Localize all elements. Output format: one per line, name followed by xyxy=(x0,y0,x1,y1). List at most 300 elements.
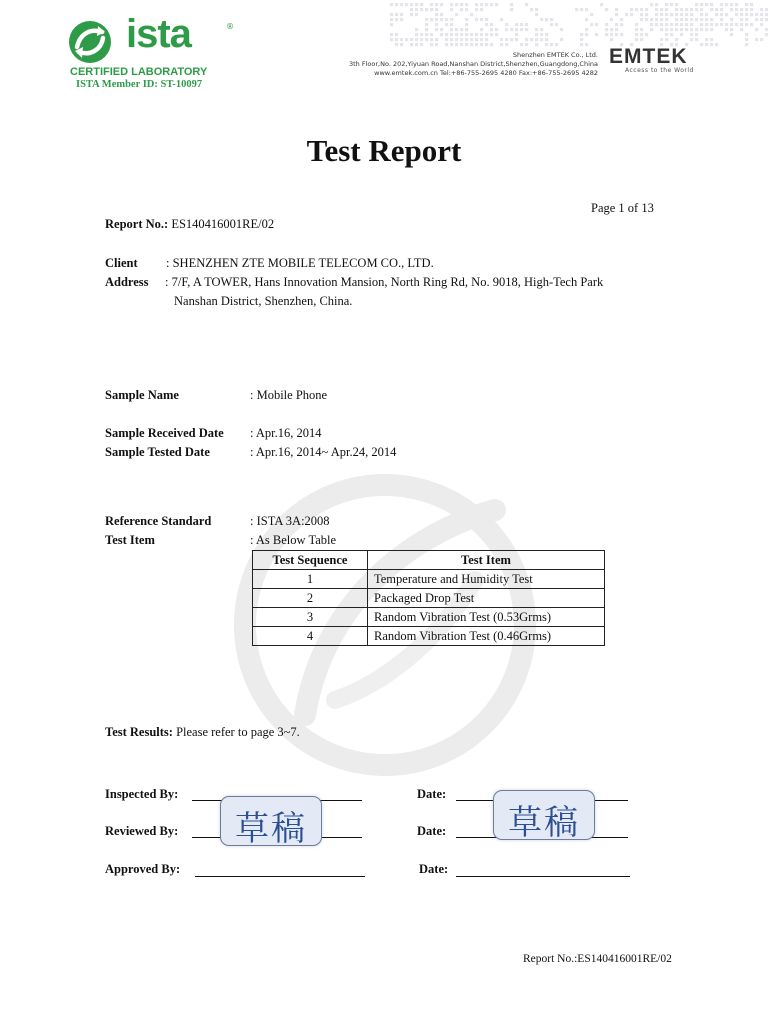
map-dot xyxy=(390,23,393,26)
map-dot xyxy=(705,3,708,6)
table-cell-item: Packaged Drop Test xyxy=(368,589,605,608)
map-dot xyxy=(735,23,738,26)
map-dot xyxy=(705,13,708,16)
map-dot xyxy=(480,43,483,46)
table-row xyxy=(253,627,605,646)
map-dot xyxy=(535,43,538,46)
map-dot xyxy=(490,33,493,36)
map-dot xyxy=(390,3,393,6)
table-cell-sequence: 2 xyxy=(253,589,368,608)
map-dot xyxy=(475,8,478,11)
map-dot xyxy=(685,8,688,11)
map-dot xyxy=(610,33,613,36)
map-dot xyxy=(665,38,668,41)
map-dot xyxy=(535,13,538,16)
map-dot xyxy=(420,3,423,6)
map-dot xyxy=(470,13,473,16)
map-dot xyxy=(680,13,683,16)
approved-date-label: Date: xyxy=(419,862,449,876)
map-dot xyxy=(415,28,418,31)
map-dot xyxy=(720,18,723,21)
map-dot xyxy=(640,38,643,41)
table-row xyxy=(253,570,605,589)
map-dot xyxy=(690,8,693,11)
map-dot xyxy=(430,38,433,41)
map-dot xyxy=(750,3,753,6)
map-dot xyxy=(465,38,468,41)
map-dot xyxy=(755,38,758,41)
map-dot xyxy=(670,28,673,31)
report-number-value: ES140416001RE/02 xyxy=(171,217,275,231)
map-dot xyxy=(635,23,638,26)
client-label: Client xyxy=(105,256,138,270)
map-dot xyxy=(490,28,493,31)
map-dot xyxy=(645,13,648,16)
map-dot xyxy=(605,28,608,31)
map-dot xyxy=(525,38,528,41)
map-dot xyxy=(640,13,643,16)
table-cell-sequence: 3 xyxy=(253,608,368,627)
map-dot xyxy=(455,28,458,31)
map-dot xyxy=(405,3,408,6)
map-dot xyxy=(515,38,518,41)
map-dot xyxy=(550,23,553,26)
map-dot xyxy=(700,18,703,21)
map-dot xyxy=(430,3,433,6)
map-dot xyxy=(705,18,708,21)
company-name: Shenzhen EMTEK Co., Ltd. xyxy=(512,51,598,59)
table-row xyxy=(253,608,605,627)
map-dot xyxy=(485,38,488,41)
map-dot xyxy=(735,13,738,16)
map-dot xyxy=(695,8,698,11)
map-dot xyxy=(490,43,493,46)
map-dot xyxy=(615,13,618,16)
map-dot xyxy=(690,38,693,41)
map-dot xyxy=(510,38,513,41)
map-dot xyxy=(710,43,713,46)
map-dot xyxy=(725,3,728,6)
map-dot xyxy=(720,13,723,16)
map-dot xyxy=(395,18,398,21)
map-dot xyxy=(745,43,748,46)
map-dot xyxy=(760,8,763,11)
map-dot xyxy=(710,38,713,41)
map-dot xyxy=(760,23,763,26)
map-dot xyxy=(525,3,528,6)
map-dot xyxy=(690,18,693,21)
map-dot xyxy=(580,33,583,36)
map-dot xyxy=(465,3,468,6)
map-dot xyxy=(755,13,758,16)
map-dot xyxy=(480,38,483,41)
map-dot xyxy=(760,38,763,41)
map-dot xyxy=(585,8,588,11)
map-dot xyxy=(650,23,653,26)
recycle-icon xyxy=(68,20,120,64)
map-dot xyxy=(545,33,548,36)
map-dot xyxy=(400,18,403,21)
map-dot xyxy=(410,38,413,41)
map-dot xyxy=(490,23,493,26)
map-dot xyxy=(415,43,418,46)
map-dot xyxy=(595,33,598,36)
map-dot xyxy=(540,18,543,21)
map-dot xyxy=(725,13,728,16)
reference-standard-value: : ISTA 3A:2008 xyxy=(250,514,330,528)
map-dot xyxy=(450,18,453,21)
map-dot xyxy=(605,33,608,36)
map-dot xyxy=(535,33,538,36)
map-dot xyxy=(710,23,713,26)
map-dot xyxy=(700,23,703,26)
map-dot xyxy=(435,13,438,16)
map-dot xyxy=(435,38,438,41)
map-dot xyxy=(675,38,678,41)
map-dot xyxy=(615,28,618,31)
client-value: : SHENZHEN ZTE MOBILE TELECOM CO., LTD. xyxy=(166,256,434,270)
map-dot xyxy=(420,33,423,36)
map-dot xyxy=(655,23,658,26)
map-dot xyxy=(480,28,483,31)
map-dot xyxy=(415,38,418,41)
map-dot xyxy=(760,18,763,21)
map-dot xyxy=(465,23,468,26)
map-dot xyxy=(475,43,478,46)
map-dot xyxy=(410,3,413,6)
footer-report-number: Report No.:ES140416001RE/02 xyxy=(523,953,672,965)
map-dot xyxy=(685,13,688,16)
map-dot xyxy=(710,28,713,31)
map-dot xyxy=(665,13,668,16)
map-dot xyxy=(400,38,403,41)
map-dot xyxy=(710,3,713,6)
map-dot xyxy=(610,18,613,21)
test-results-value: Please refer to page 3~7. xyxy=(172,725,300,739)
map-dot xyxy=(545,43,548,46)
map-dot xyxy=(495,3,498,6)
map-dot xyxy=(585,18,588,21)
map-dot xyxy=(455,43,458,46)
inspected-date-label: Date: xyxy=(417,787,447,801)
map-dot xyxy=(545,18,548,21)
map-dot xyxy=(760,13,763,16)
map-dot xyxy=(740,18,743,21)
map-dot xyxy=(670,33,673,36)
map-dot xyxy=(415,3,418,6)
map-dot xyxy=(540,33,543,36)
map-dot xyxy=(755,18,758,21)
map-dot xyxy=(480,3,483,6)
map-dot xyxy=(530,8,533,11)
map-dot xyxy=(505,23,508,26)
map-dot xyxy=(500,38,503,41)
map-dot xyxy=(720,3,723,6)
map-dot xyxy=(700,13,703,16)
map-dot xyxy=(450,33,453,36)
map-dot xyxy=(645,8,648,11)
map-dot xyxy=(460,43,463,46)
map-dot xyxy=(470,38,473,41)
map-dot xyxy=(545,38,548,41)
map-dot xyxy=(695,18,698,21)
map-dot xyxy=(720,8,723,11)
ista-wordmark: ista xyxy=(126,12,191,56)
page-title: Test Report xyxy=(306,133,462,168)
map-dot xyxy=(450,3,453,6)
report-number-label: Report No.: xyxy=(105,217,169,231)
map-dot xyxy=(505,43,508,46)
map-dot xyxy=(650,28,653,31)
map-dot xyxy=(670,3,673,6)
map-dot xyxy=(730,33,733,36)
map-dot xyxy=(700,43,703,46)
map-dot xyxy=(485,3,488,6)
map-dot xyxy=(660,8,663,11)
map-dot xyxy=(650,3,653,6)
map-dot xyxy=(485,43,488,46)
map-dot xyxy=(715,13,718,16)
table-cell-item: Temperature and Humidity Test xyxy=(368,570,605,589)
report-number xyxy=(105,217,274,232)
map-dot xyxy=(725,28,728,31)
map-dot xyxy=(675,18,678,21)
approved-by-label: Approved By: xyxy=(105,862,181,876)
company-contact: www.emtek.com.cn Tel:+86-755-2695 4280 Fax:+86-755-2695 4282 xyxy=(374,69,598,77)
map-dot xyxy=(470,43,473,46)
map-dot xyxy=(485,23,488,26)
map-dot xyxy=(745,13,748,16)
map-dot xyxy=(675,23,678,26)
map-dot xyxy=(610,38,613,41)
emtek-tagline: Access to the World xyxy=(625,67,694,74)
map-dot xyxy=(420,8,423,11)
map-dot xyxy=(390,33,393,36)
map-dot xyxy=(635,38,638,41)
map-dot xyxy=(665,8,668,11)
map-dot xyxy=(560,38,563,41)
map-dot xyxy=(695,3,698,6)
map-dot xyxy=(435,3,438,6)
map-dot xyxy=(685,23,688,26)
map-dot xyxy=(645,33,648,36)
map-dot xyxy=(680,33,683,36)
map-dot xyxy=(435,8,438,11)
map-dot xyxy=(495,33,498,36)
map-dot xyxy=(585,33,588,36)
map-dot xyxy=(635,28,638,31)
map-dot xyxy=(435,43,438,46)
map-dot xyxy=(690,13,693,16)
map-dot xyxy=(630,8,633,11)
map-dot xyxy=(745,23,748,26)
page-number: Page 1 of 13 xyxy=(591,201,654,215)
map-dot xyxy=(540,38,543,41)
map-dot xyxy=(710,8,713,11)
map-dot xyxy=(720,23,723,26)
map-dot xyxy=(715,8,718,11)
map-dot xyxy=(730,23,733,26)
map-dot xyxy=(395,38,398,41)
map-dot xyxy=(680,18,683,21)
map-dot xyxy=(740,23,743,26)
map-dot xyxy=(465,28,468,31)
map-dot xyxy=(750,13,753,16)
map-dot xyxy=(745,33,748,36)
map-dot xyxy=(425,18,428,21)
map-dot xyxy=(415,33,418,36)
map-dot xyxy=(480,8,483,11)
map-dot xyxy=(750,8,753,11)
map-dot xyxy=(640,33,643,36)
map-dot xyxy=(690,28,693,31)
map-dot xyxy=(515,23,518,26)
map-dot xyxy=(635,33,638,36)
map-dot xyxy=(510,3,513,6)
map-dot xyxy=(410,43,413,46)
map-dot xyxy=(735,3,738,6)
certified-laboratory-label: CERTIFIED LABORATORY xyxy=(70,66,208,78)
map-dot xyxy=(620,18,623,21)
map-dot xyxy=(735,8,738,11)
table-cell-item: Random Vibration Test (0.46Grms) xyxy=(368,627,605,646)
inspected-by-label: Inspected By: xyxy=(105,787,179,801)
map-dot xyxy=(535,38,538,41)
map-dot xyxy=(620,33,623,36)
draft-stamp xyxy=(220,796,322,849)
map-dot xyxy=(445,43,448,46)
map-dot xyxy=(515,33,518,36)
map-dot xyxy=(640,18,643,21)
map-dot xyxy=(450,38,453,41)
map-dot xyxy=(585,43,588,46)
map-dot xyxy=(700,3,703,6)
map-dot xyxy=(440,18,443,21)
map-dot xyxy=(395,13,398,16)
map-dot xyxy=(650,18,653,21)
map-dot xyxy=(615,33,618,36)
map-dot xyxy=(660,28,663,31)
map-dot xyxy=(705,38,708,41)
map-dot xyxy=(455,3,458,6)
map-dot xyxy=(525,28,528,31)
map-dot xyxy=(450,28,453,31)
reviewed-date-label: Date: xyxy=(417,824,447,838)
table-header-sequence: Test Sequence xyxy=(253,551,368,570)
table-cell-item: Random Vibration Test (0.53Grms) xyxy=(368,608,605,627)
map-dot xyxy=(695,33,698,36)
draft-stamp-text: 草稿 xyxy=(235,809,307,849)
map-dot xyxy=(655,13,658,16)
map-dot xyxy=(460,33,463,36)
map-dot xyxy=(470,33,473,36)
sample-received-value: : Apr.16, 2014 xyxy=(250,426,322,440)
map-dot xyxy=(425,38,428,41)
map-dot xyxy=(665,33,668,36)
map-dot xyxy=(560,28,563,31)
map-dot xyxy=(600,3,603,6)
map-dot xyxy=(740,8,743,11)
map-dot xyxy=(425,28,428,31)
map-dot xyxy=(400,13,403,16)
map-dot xyxy=(550,18,553,21)
map-dot xyxy=(475,38,478,41)
map-dot xyxy=(485,33,488,36)
map-dot xyxy=(520,43,523,46)
map-dot xyxy=(590,23,593,26)
ista-logo xyxy=(68,12,243,93)
map-dot xyxy=(750,23,753,26)
map-dot xyxy=(460,3,463,6)
map-dot xyxy=(730,18,733,21)
map-dot xyxy=(640,8,643,11)
map-dot xyxy=(455,33,458,36)
map-dot xyxy=(665,18,668,21)
map-dot xyxy=(395,33,398,36)
draft-stamp xyxy=(493,790,595,843)
test-item-value: : As Below Table xyxy=(250,533,337,547)
map-dot xyxy=(610,28,613,31)
map-dot xyxy=(745,18,748,21)
map-dot xyxy=(620,23,623,26)
map-dot xyxy=(465,8,468,11)
map-dot xyxy=(615,8,618,11)
map-dot xyxy=(580,43,583,46)
address-line-1: : 7/F, A TOWER, Hans Innovation Mansion, North Ring Rd, No. 9018, High-Tech Park xyxy=(165,275,604,289)
map-dot xyxy=(415,8,418,11)
map-dot xyxy=(475,18,478,21)
map-dot xyxy=(625,13,628,16)
map-dot xyxy=(485,18,488,21)
map-dot xyxy=(430,33,433,36)
map-dot xyxy=(510,8,513,11)
map-dot xyxy=(460,38,463,41)
map-dot xyxy=(520,28,523,31)
map-dot xyxy=(670,23,673,26)
map-dot xyxy=(505,38,508,41)
map-dot xyxy=(500,43,503,46)
ista-member-id: ISTA Member ID: ST-10097 xyxy=(76,79,203,90)
sample-name-value: : Mobile Phone xyxy=(250,388,328,402)
map-dot xyxy=(555,23,558,26)
map-dot xyxy=(695,38,698,41)
map-dot xyxy=(500,18,503,21)
map-dot xyxy=(730,8,733,11)
approved-date-line xyxy=(456,876,630,877)
map-dot xyxy=(675,8,678,11)
test-item-label: Test Item xyxy=(105,533,155,547)
map-dot xyxy=(490,3,493,6)
registered-mark: ® xyxy=(226,22,234,31)
map-dot xyxy=(555,43,558,46)
address-line-2: Nanshan District, Shenzhen, China. xyxy=(174,294,353,308)
map-dot xyxy=(705,23,708,26)
map-dot xyxy=(550,43,553,46)
company-address: 3th Floor,No. 202,Yiyuan Road,Nanshan District,Shenzhen,Guangdong,China xyxy=(349,60,598,68)
map-dot xyxy=(420,43,423,46)
map-dot xyxy=(675,3,678,6)
map-dot xyxy=(665,23,668,26)
map-dot xyxy=(535,28,538,31)
test-sequence-table xyxy=(252,550,605,646)
map-dot xyxy=(725,23,728,26)
map-dot xyxy=(595,23,598,26)
test-results xyxy=(105,725,300,740)
map-dot xyxy=(405,38,408,41)
map-dot xyxy=(630,13,633,16)
map-dot xyxy=(440,13,443,16)
map-dot xyxy=(730,3,733,6)
